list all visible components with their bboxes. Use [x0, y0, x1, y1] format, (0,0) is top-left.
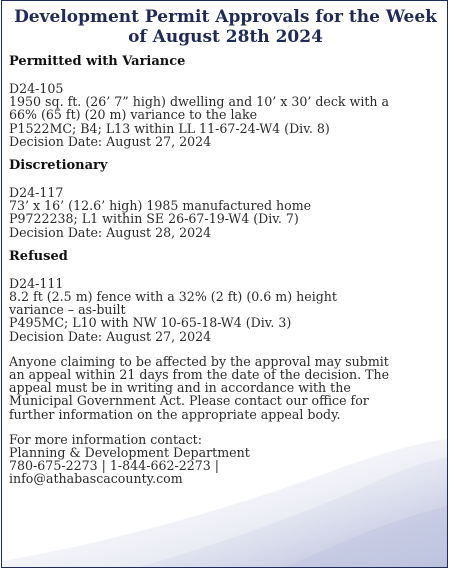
permit-description: 1950 sq. ft. (26’ 7” high) dwelling and 10’ x 30’ deck with a	[9, 94, 390, 110]
appeal-text-line: Municipal Government Act. Please contact our office for	[9, 393, 369, 409]
decision-date: Decision Date: August 27, 2024	[9, 133, 212, 149]
permit-description: 73’ x 16’ (12.6’ high) 1985 manufactured home	[9, 198, 312, 214]
permit-number: D24-105	[9, 81, 64, 96]
section-heading-discretionary: Discretionary	[9, 158, 108, 174]
permit-location: P1522MC; B4; L13 within LL 11-67-24-W4 (Div. 8)	[9, 120, 330, 136]
permit-location: P495MC; L10 with NW 10-65-18-W4 (Div. 3)	[9, 315, 292, 331]
appeal-text-line: an appeal within 21 days from the date of the decision. The	[9, 367, 390, 383]
notice-title	[9, 7, 442, 47]
appeal-paragraph	[9, 355, 442, 421]
notice-frame	[1, 0, 448, 568]
decision-date: Decision Date: August 27, 2024	[9, 328, 212, 344]
decision-date: Decision Date: August 28, 2024	[9, 224, 212, 240]
appeal-text-line: appeal must be in writing and in accordance with the	[9, 380, 351, 396]
title-line-2: of August 28th 2024	[128, 27, 323, 47]
contact-block	[9, 433, 442, 486]
permit-description: 66% (65 ft) (20 m) variance to the lake	[9, 107, 258, 123]
permit-location: P9722238; L1 within SE 26-67-19-W4 (Div. 7)	[9, 211, 299, 227]
department-name: Planning & Development Department	[9, 445, 250, 461]
contact-email: info@athabascacounty.com	[9, 471, 183, 487]
phone-numbers: 780-675-2273 | 1-844-662-2273 |	[9, 458, 220, 474]
section-heading-variance: Permitted with Variance	[9, 54, 186, 69]
permit-number: D24-117	[9, 185, 64, 201]
appeal-text-line: Anyone claiming to be affected by the approval may submit	[9, 353, 389, 369]
permit-number: D24-111	[9, 275, 64, 291]
contact-intro: For more information contact:	[9, 431, 202, 447]
section-heading-refused: Refused	[9, 248, 68, 264]
title-line-1: Development Permit Approvals for the Week	[14, 7, 437, 27]
appeal-text-line: further information on the appropriate appeal body.	[9, 406, 341, 422]
permit-description: variance – as-built	[9, 302, 126, 318]
notice-content	[2, 1, 448, 486]
permit-description: 8.2 ft (2.5 m) fence with a 32% (2 ft) (0.6 m) height	[9, 289, 337, 305]
